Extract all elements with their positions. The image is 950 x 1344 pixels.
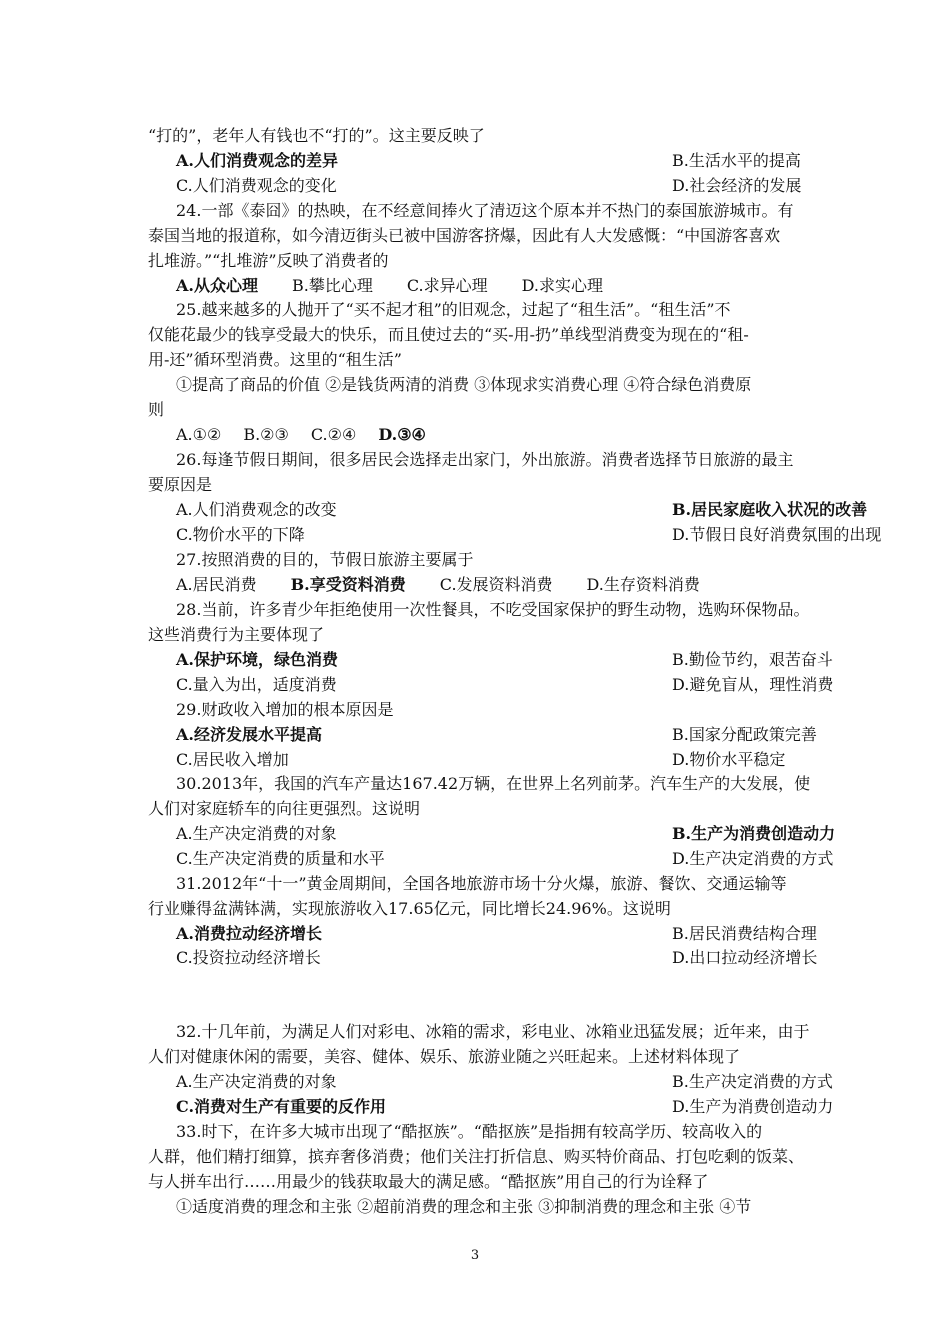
option-row bbox=[176, 274, 841, 298]
option-c: C.②④ bbox=[310, 425, 357, 444]
question-text: 则 bbox=[148, 400, 165, 419]
option-c: C.量入为出，适度消费 bbox=[176, 675, 337, 694]
option-row bbox=[176, 149, 841, 173]
text-line: “打的”，老年人有钱也不“打的”。这主要反映了 bbox=[148, 126, 485, 145]
option-b: B.②③ bbox=[243, 425, 289, 444]
option-b: B.生产决定消费的方式 bbox=[672, 1072, 833, 1091]
question-text: ①适度消费的理念和主张 ②超前消费的理念和主张 ③抑制消费的理念和主张 ④节 bbox=[176, 1197, 752, 1216]
option-d: D.节假日良好消费氛围的出现 bbox=[672, 525, 882, 544]
option-c: C.物价水平的下降 bbox=[176, 525, 305, 544]
question-text: 要原因是 bbox=[148, 475, 213, 494]
question-text: 30.2013年，我国的汽车产量达167.42万辆，在世界上名列前茅。汽车生产的大发展，使 bbox=[176, 774, 811, 793]
option-a: A.消费拉动经济增长 bbox=[176, 924, 322, 943]
question-text: 扎堆游。”“扎堆游”反映了消费者的 bbox=[148, 251, 389, 270]
option-c: C.投资拉动经济增长 bbox=[176, 948, 321, 967]
option-row bbox=[176, 573, 841, 597]
question-text: 33.时下，在许多大城市出现了“酷抠族”。“酷抠族”是指拥有较高学历、较高收入的 bbox=[176, 1122, 763, 1141]
option-b: B.享受资料消费 bbox=[290, 575, 406, 594]
option-d: D.生产为消费创造动力 bbox=[672, 1097, 834, 1116]
page-number: 3 bbox=[470, 1248, 480, 1263]
question-text: 这些消费行为主要体现了 bbox=[148, 625, 325, 644]
option-c: C.生产决定消费的质量和水平 bbox=[176, 849, 385, 868]
option-a: A.居民消费 bbox=[176, 575, 257, 594]
question-text: 人们对家庭轿车的向往更强烈。这说明 bbox=[148, 799, 421, 818]
question-text: 与人拼车出行……用最少的钱获取最大的满足感。“酷抠族”用自己的行为诠释了 bbox=[148, 1172, 709, 1191]
option-b: B.勤俭节约，艰苦奋斗 bbox=[672, 650, 833, 669]
option-a: A.人们消费观念的改变 bbox=[176, 500, 337, 519]
option-c: C.居民收入增加 bbox=[176, 750, 289, 769]
option-a: A.保护环境，绿色消费 bbox=[176, 650, 338, 669]
option-row bbox=[176, 1095, 841, 1119]
option-a: A.生产决定消费的对象 bbox=[176, 824, 337, 843]
option-d: D.③④ bbox=[378, 425, 426, 444]
option-a: A.①② bbox=[176, 425, 222, 444]
option-b: B.生产为消费创造动力 bbox=[672, 824, 836, 843]
option-row bbox=[176, 523, 882, 547]
option-b: B.生活水平的提高 bbox=[672, 151, 801, 170]
option-b: B.攀比心理 bbox=[292, 276, 373, 295]
option-row bbox=[176, 946, 841, 970]
option-row bbox=[176, 498, 868, 522]
question-text: 人群，他们精打细算，摈弃奢侈消费；他们关注打折信息、购买特价商品、打包吃剩的饭菜、 bbox=[148, 1147, 805, 1166]
option-d: D.社会经济的发展 bbox=[672, 176, 802, 195]
option-d: D.出口拉动经济增长 bbox=[672, 948, 818, 967]
option-row bbox=[176, 423, 841, 447]
option-a: A.从众心理 bbox=[176, 276, 258, 295]
question-text: 25.越来越多的人抛开了“买不起才租”的旧观念，过起了“租生活”。“租生活”不 bbox=[176, 300, 731, 319]
option-d: D.避免盲从，理性消费 bbox=[672, 675, 834, 694]
option-row bbox=[176, 822, 841, 846]
option-row bbox=[176, 847, 841, 871]
question-text: 仅能花最少的钱享受最大的快乐，而且使过去的“买-用-扔”单线型消费变为现在的“租- bbox=[148, 325, 749, 344]
option-a: A.人们消费观念的差异 bbox=[176, 151, 338, 170]
question-text: ①提高了商品的价值 ②是钱货两清的消费 ③体现求实消费心理 ④符合绿色消费原 bbox=[176, 375, 752, 394]
question-text: 用-还”循环型消费。这里的“租生活” bbox=[148, 350, 402, 369]
question-text: 24.一部《泰囧》的热映，在不经意间捧火了清迈这个原本并不热门的泰国旅游城市。有 bbox=[176, 201, 794, 220]
option-row bbox=[176, 174, 841, 198]
option-c: C.消费对生产有重要的反作用 bbox=[176, 1097, 387, 1116]
option-row bbox=[176, 673, 841, 697]
option-a: A.生产决定消费的对象 bbox=[176, 1072, 337, 1091]
option-d: D.物价水平稳定 bbox=[672, 750, 786, 769]
option-row bbox=[176, 1070, 841, 1094]
option-row bbox=[176, 723, 841, 747]
question-text: 28.当前，许多青少年拒绝使用一次性餐具，不吃受国家保护的野生动物，选购环保物品。 bbox=[176, 600, 810, 619]
option-a: A.经济发展水平提高 bbox=[176, 725, 322, 744]
question-text: 26.每逢节假日期间，很多居民会选择走出家门，外出旅游。消费者选择节日旅游的最主 bbox=[176, 450, 794, 469]
option-c: C.发展资料消费 bbox=[439, 575, 553, 594]
question-text: 人们对健康休闲的需要，美容、健体、娱乐、旅游业随之兴旺起来。上述材料体现了 bbox=[148, 1047, 741, 1066]
option-row bbox=[176, 748, 841, 772]
option-b: B.居民消费结构合理 bbox=[672, 924, 817, 943]
option-c: C.人们消费观念的变化 bbox=[176, 176, 337, 195]
option-row bbox=[176, 922, 841, 946]
option-b: B.居民家庭收入状况的改善 bbox=[672, 500, 868, 519]
question-text: 行业赚得盆满钵满，实现旅游收入17.65亿元，同比增长24.96%。这说明 bbox=[148, 899, 671, 918]
question-text: 27.按照消费的目的，节假日旅游主要属于 bbox=[176, 550, 474, 569]
question-text: 泰国当地的报道称，如今清迈街头已被中国游客挤爆，因此有人大发感慨：“中国游客喜欢 bbox=[148, 226, 781, 245]
option-d: D.生产决定消费的方式 bbox=[672, 849, 834, 868]
question-text: 31.2012年“十一”黄金周期间，全国各地旅游市场十分火爆，旅游、餐饮、交通运输等 bbox=[176, 874, 787, 893]
option-b: B.国家分配政策完善 bbox=[672, 725, 817, 744]
option-c: C.求异心理 bbox=[406, 276, 488, 295]
option-d: D.求实心理 bbox=[521, 276, 603, 295]
option-d: D.生存资料消费 bbox=[586, 575, 700, 594]
question-text: 32.十几年前，为满足人们对彩电、冰箱的需求，彩电业、冰箱业迅猛发展；近年来，由于 bbox=[176, 1022, 810, 1041]
option-row bbox=[176, 648, 841, 672]
question-text: 29.财政收入增加的根本原因是 bbox=[176, 700, 394, 719]
